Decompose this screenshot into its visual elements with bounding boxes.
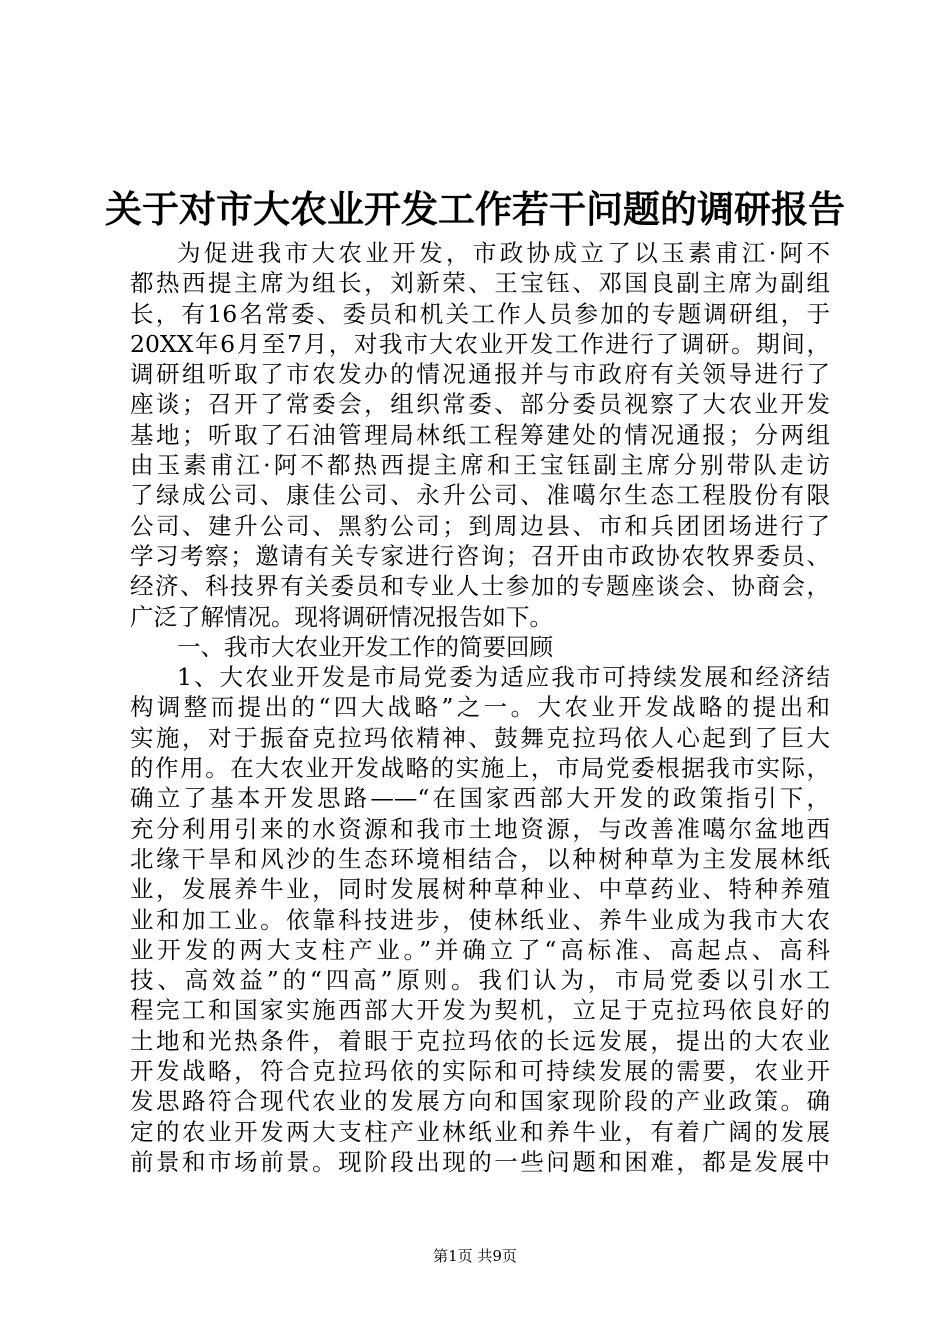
body-line: 经济、科技界有关委员和专业人士参加的专题座谈会、协商会， xyxy=(130,572,830,601)
body-line: 由玉素甫江·阿不都热西提主席和王宝钰副主席分别带队走访 xyxy=(130,451,830,480)
body-line: 1、大农业开发是市局党委为适应我市可持续发展和经济结 xyxy=(177,663,830,692)
document-body xyxy=(130,238,830,1177)
body-line: 调研组听取了市农发办的情况通报并与市政府有关领导进行了 xyxy=(130,360,830,389)
body-line: 前景和市场前景。现阶段出现的一些问题和困难，都是发展中 xyxy=(130,1147,830,1176)
body-line: 技、高效益”的“四高”原则。我们认为，市局党委以引水工 xyxy=(130,966,830,995)
body-line: 广泛了解情况。现将调研情况报告如下。 xyxy=(130,602,553,631)
body-line: 20XX年6月至7月，对我市大农业开发工作进行了调研。期间， xyxy=(130,329,830,358)
body-line: 的作用。在大农业开发战略的实施上，市局党委根据我市实际， xyxy=(130,754,830,783)
body-line: 发思路符合现代农业的发展方向和国家现阶段的产业政策。确 xyxy=(130,1087,830,1116)
body-line: 座谈；召开了常委会，组织常委、部分委员视察了大农业开发 xyxy=(130,390,830,419)
body-line: 确立了基本开发思路——“在国家西部大开发的政策指引下， xyxy=(130,784,830,813)
body-line: 为促进我市大农业开发，市政协成立了以玉素甫江·阿不 xyxy=(177,239,830,267)
body-line: 程完工和国家实施西部大开发为契机，立足于克拉玛依良好的 xyxy=(130,996,830,1025)
body-line: 长，有16名常委、委员和机关工作人员参加的专题调研组，于 xyxy=(130,299,830,328)
body-line: 都热西提主席为组长，刘新荣、王宝钰、邓国良副主席为副组 xyxy=(130,269,830,298)
body-line: 学习考察；邀请有关专家进行咨询；召开由市政协农牧界委员、 xyxy=(130,541,830,570)
body-line: 实施，对于振奋克拉玛依精神、鼓舞克拉玛依人心起到了巨大 xyxy=(130,723,830,752)
body-line: 定的农业开发两大支柱产业林纸业和养牛业，有着广阔的发展 xyxy=(130,1117,830,1146)
body-line: 基地；听取了石油管理局林纸工程筹建处的情况通报；分两组 xyxy=(130,420,830,449)
body-line: 开发战略，符合克拉玛依的实际和可持续发展的需要，农业开 xyxy=(130,1057,830,1086)
body-line: 公司、建升公司、黑豹公司；到周边县、市和兵团团场进行了 xyxy=(130,511,830,540)
body-line: 北缘干旱和风沙的生态环境相结合，以种树种草为主发展林纸 xyxy=(130,844,830,873)
body-line: 业，发展养牛业，同时发展树种草种业、中草药业、特种养殖 xyxy=(130,875,830,904)
section-heading: 一、我市大农业开发工作的简要回顾 xyxy=(177,632,553,661)
body-line: 构调整而提出的“四大战略”之一。大农业开发战略的提出和 xyxy=(130,693,830,722)
body-line: 业和加工业。依靠科技进步，使林纸业、养牛业成为我市大农 xyxy=(130,905,830,934)
body-line: 了绿成公司、康佳公司、永升公司、准噶尔生态工程股份有限 xyxy=(130,481,830,510)
body-line: 充分利用引来的水资源和我市土地资源，与改善准噶尔盆地西 xyxy=(130,814,830,843)
page-title: 关于对市大农业开发工作若干问题的调研报告 xyxy=(105,187,845,231)
body-line: 业开发的两大支柱产业。”并确立了“高标准、高起点、高科 xyxy=(130,935,830,964)
body-line: 土地和光热条件，着眼于克拉玛依的长远发展，提出的大农业 xyxy=(130,1026,830,1055)
page-number: 第1页 共9页 xyxy=(433,1247,517,1265)
